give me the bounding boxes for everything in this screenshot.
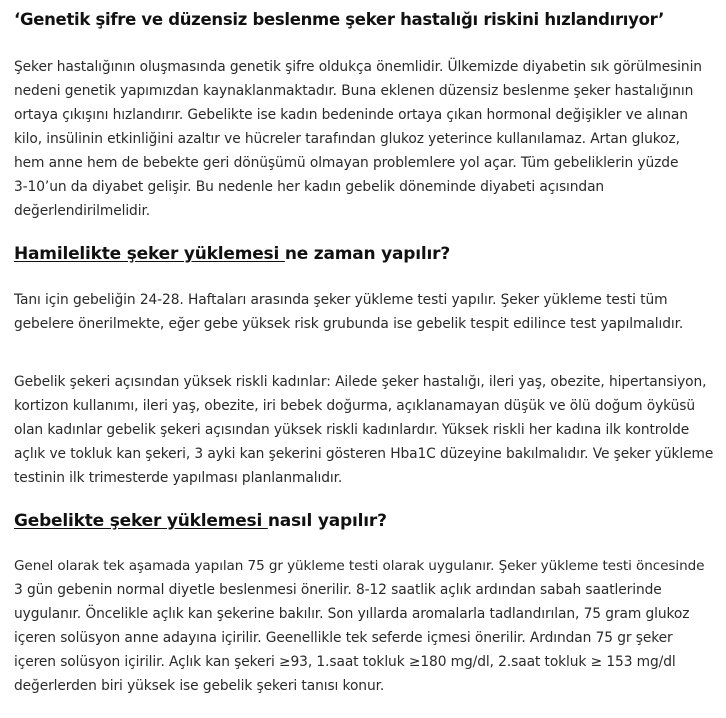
when-paragraph — [14, 288, 714, 336]
section-heading-how — [14, 509, 387, 533]
paragraph-line: Genel olarak tek aşamada yapılan 75 gr yükleme testi olarak uygulanır. Şeker yükleme testi öncesinde — [14, 558, 705, 574]
paragraph-line: değerlerden biri yüksek ise gebelik şekeri tanısı konur. — [14, 678, 385, 694]
paragraph-line: değerlendirilmelidir. — [14, 203, 151, 219]
paragraph-line: 3 gün gebenin normal diyetle beslenmesi önerilir. 8-12 saatlik açlık ardından sabah saatlerinde — [14, 582, 662, 598]
paragraph-line: nedeni genetik yapımızdan kaynaklanmaktadır. Buna eklenen düzensiz beslenme şeker hastalığının — [14, 83, 694, 99]
risk-paragraph — [14, 370, 714, 490]
heading-text: nasıl yapılır? — [267, 511, 387, 531]
paragraph-line: kortizon kullanımı, ileri yaş, obezite, iri bebek doğurma, açıklanamayan düşük ve ölü doğum öyküsü — [14, 398, 695, 414]
paragraph-line: gebelere önerilmekte, eğer gebe yüksek risk grubunda ise gebelik tespit edilince test yapılmalıdır. — [14, 316, 684, 332]
paragraph-line: olan kadınlar gebelik şekeri açısından yüksek riskli kadınlardır. Yüksek riskli her kadına ilk kontrolde — [14, 422, 690, 438]
intro-paragraph — [14, 55, 714, 223]
paragraph-line: testinin ilk trimesterde yapılması planlanmalıdır. — [14, 470, 343, 486]
section-heading-when — [14, 242, 450, 266]
paragraph-line: hem anne hem de bebekte geri dönüşümü olmayan problemlere yol açar. Tüm gebeliklerin yüzde — [14, 155, 679, 171]
paragraph-line: Gebelik şekeri açısından yüksek riskli kadınlar: Ailede şeker hastalığı, ileri yaş, obezite, hipertansiyon, — [14, 374, 707, 390]
paragraph-line: uygulanır. Öncelikle açlık kan şekerine bakılır. Son yıllarda aromalarla tadlandırılan, 75 gram glukoz — [14, 606, 690, 622]
paragraph-line: Şeker hastalığının oluşmasında genetik şifre oldukça önemlidir. Ülkemizde diyabetin sık görülmesinin — [14, 59, 702, 75]
heading-link-seker-yuklemesi[interactable]: Hamilelikte şeker yüklemesi — [14, 244, 285, 264]
paragraph-line: içeren solüsyon içirilir. Açlık kan şekeri ≥93, 1.saat tokluk ≥180 mg/dl, 2.saat tokluk ≥ 153 mg/dl — [14, 654, 676, 670]
paragraph-line: kilo, insülinin etkinliğini azaltır ve hücreler tarafından glukoz yeterince kullanılamaz. Artan glukoz, — [14, 131, 680, 147]
heading-text: ne zaman yapılır? — [284, 244, 451, 264]
paragraph-line: açlık ve tokluk kan şekeri, 3 ayki kan şekerini gösteren Hba1C düzeyine bakılmalıdır. Ve şeker yükleme — [14, 446, 714, 462]
article-title: ‘Genetik şifre ve düzensiz beslenme şeker hastalığı riskini hızlandırıyor’ — [14, 10, 665, 29]
paragraph-line: 3-10’un da diyabet gelişir. Bu nedenle her kadın gebelik döneminde diyabeti açısından — [14, 179, 605, 195]
paragraph-line: ortaya çıkışını hızlandırır. Gebelikte ise kadın bedeninde ortaya çıkan hormonal değişikler ve alınan — [14, 107, 688, 123]
paragraph-line: içeren solüsyon anne adayına içirilir. Geenellikle tek seferde içmesi önerilir. Ardından 75 gr şeker — [14, 630, 673, 646]
how-paragraph — [14, 554, 714, 698]
heading-link-seker-yuklemesi[interactable]: Gebelikte şeker yüklemesi — [14, 511, 268, 531]
paragraph-line: Tanı için gebeliğin 24-28. Haftaları arasında şeker yükleme testi yapılır. Şeker yükleme testi tüm — [14, 292, 668, 308]
